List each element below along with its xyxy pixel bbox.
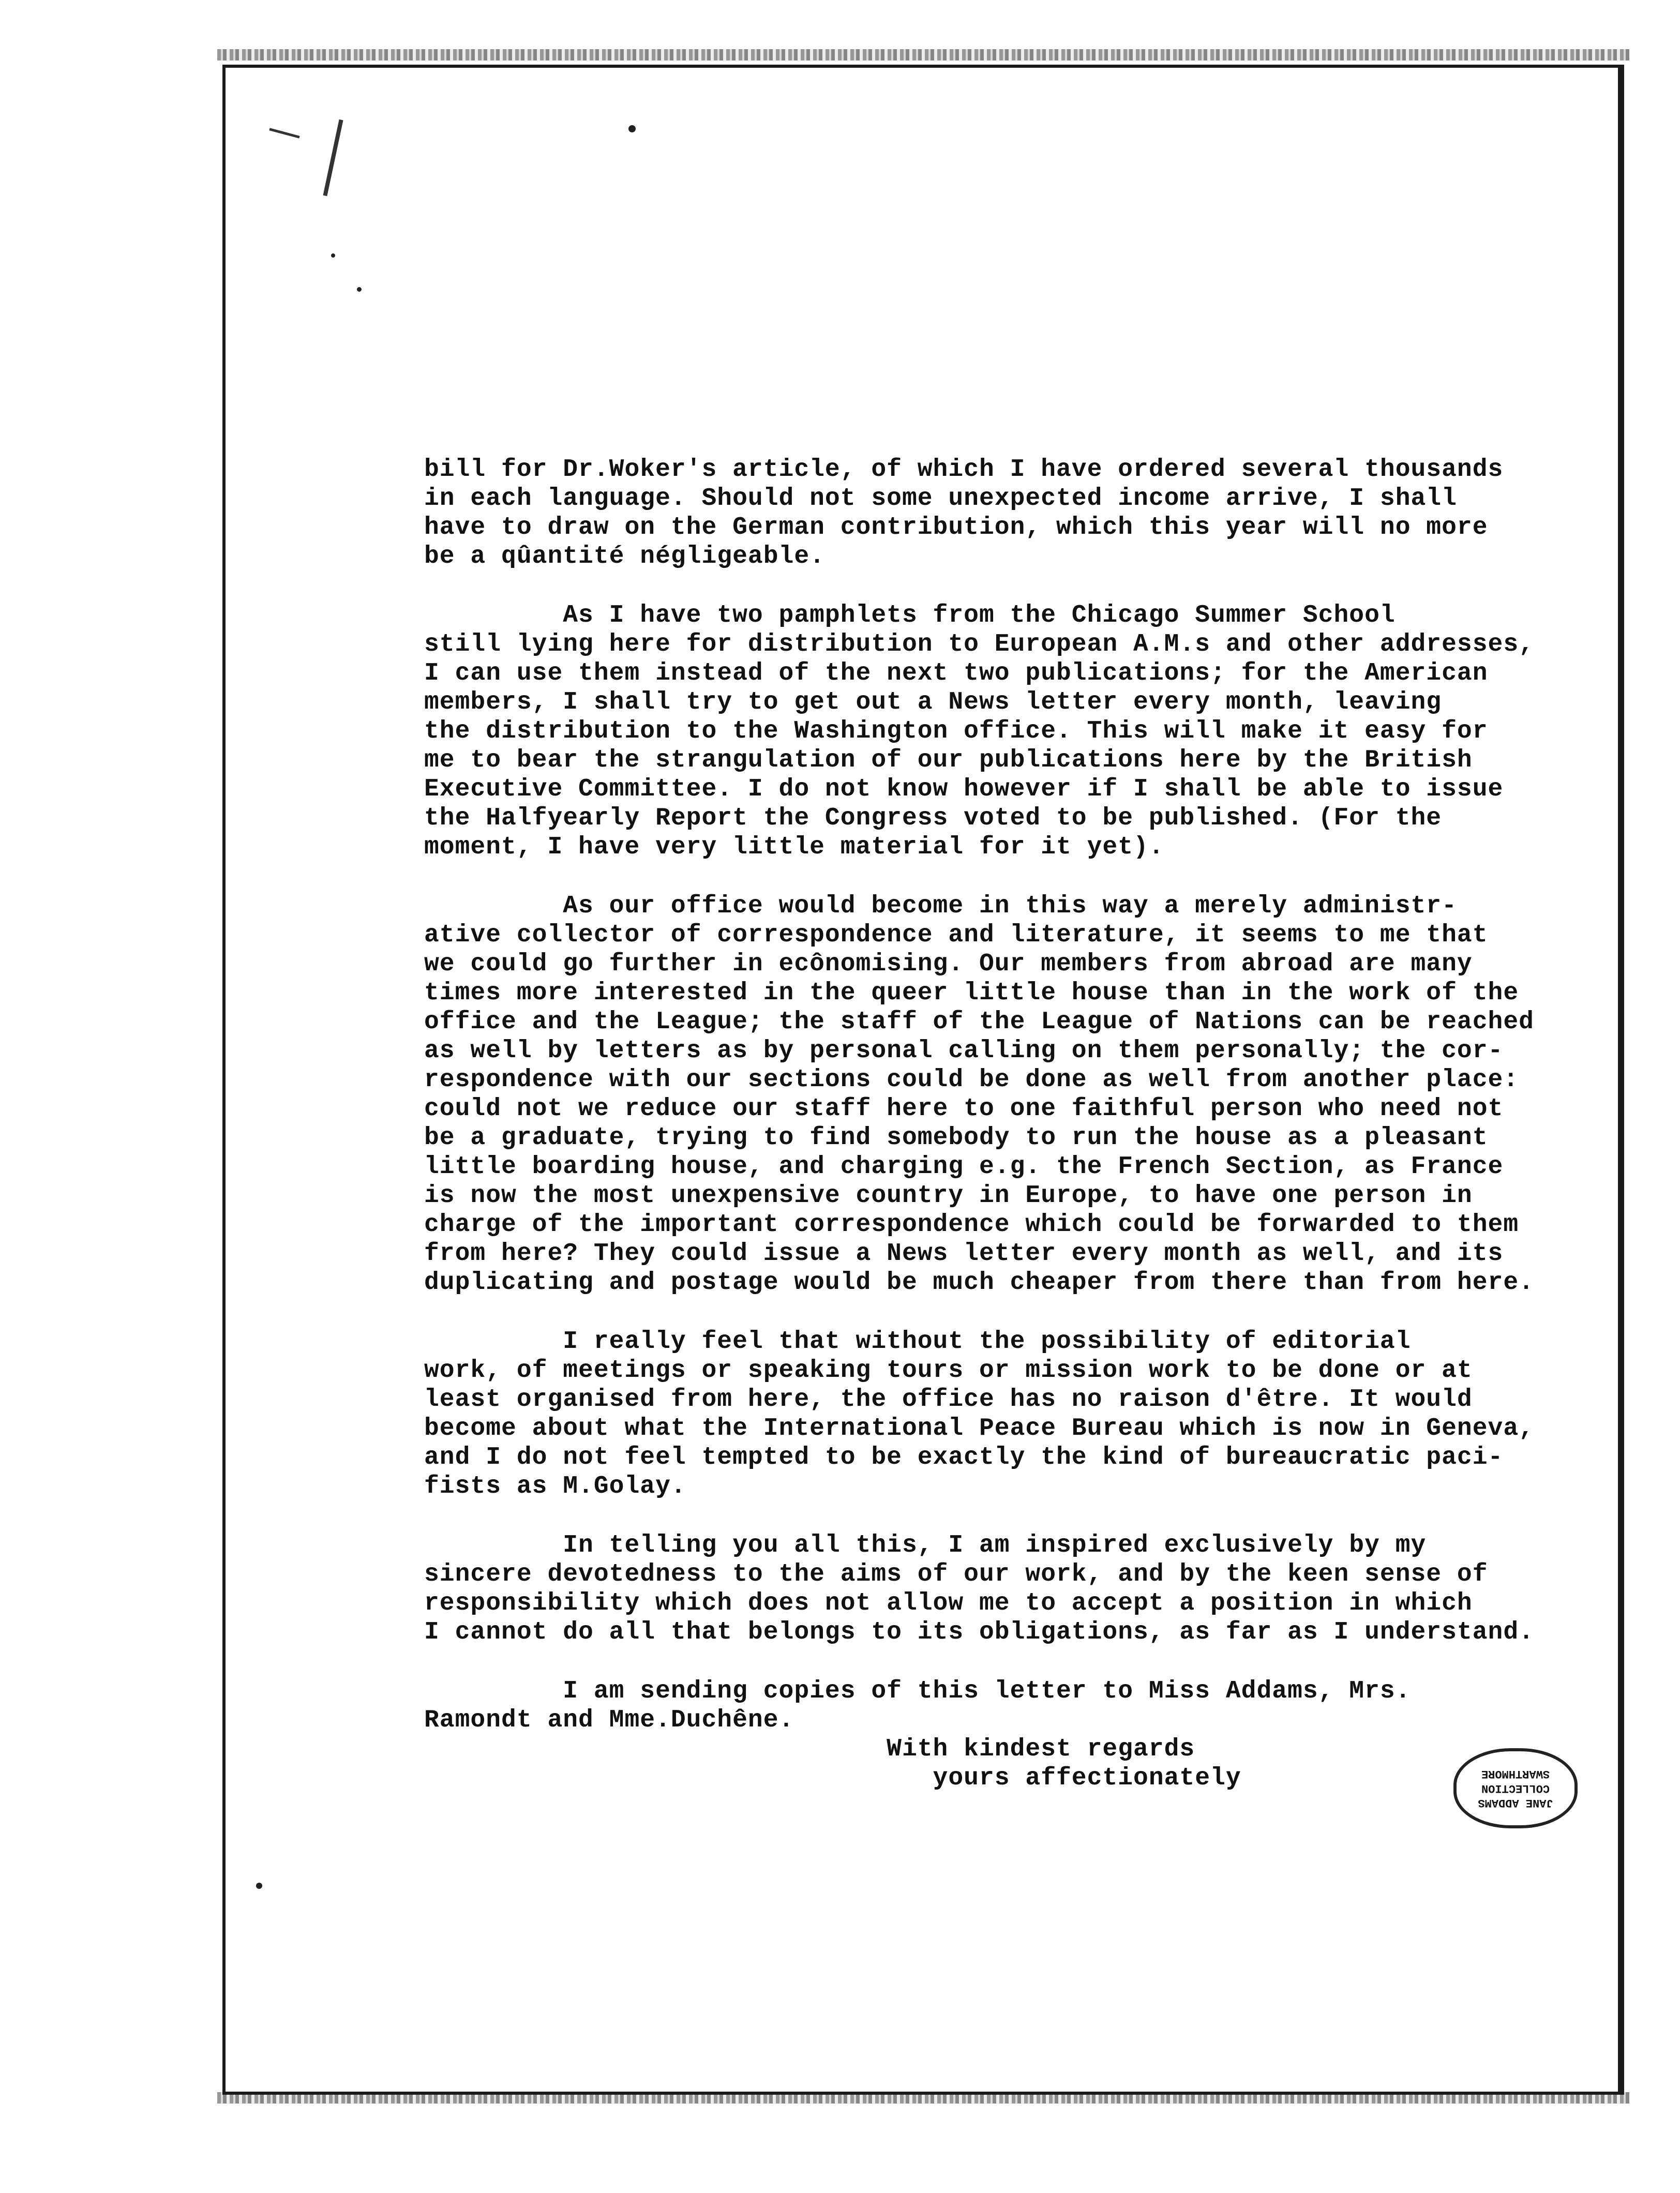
text-line: in each language. Should not some unexpected income arrive, I shall [424,485,1457,513]
text-line: members, I shall try to get out a News letter every month, leaving [424,688,1442,716]
text-line: is now the most unexpensive country in Europe, to have one person in [424,1182,1473,1210]
text-line: With kindest regards [424,1735,1195,1763]
text-line: me to bear the strangulation of our publications here by the British [424,746,1473,774]
paragraph [424,601,1614,862]
text-line: respondence with our sections could be done as well from another place: [424,1066,1519,1094]
text-line: office and the League; the staff of the League of Nations can be reached [424,1008,1534,1036]
letter-body [424,455,1614,1793]
paragraph [424,1677,1614,1735]
text-line: moment, I have very little material for it yet). [424,833,1164,861]
text-line: be a graduate, trying to find somebody to run the house as a pleasant [424,1124,1488,1152]
text-line: we could go further in ecônomising. Our members from abroad are many [424,950,1473,978]
top-edge-texture [217,49,1629,61]
text-line: bill for Dr.Woker's article, of which I have ordered several thousands [424,456,1504,484]
text-line: As I have two pamphlets from the Chicago Summer School [424,602,1396,629]
text-line: as well by letters as by personal calling on them personally; the cor- [424,1037,1504,1065]
text-line: responsibility which does not allow me to accept a position in which [424,1589,1473,1617]
text-line: least organised from here, the office has no raison d'être. It would [424,1386,1473,1414]
text-line: times more interested in the queer little house than in the work of the [424,979,1519,1007]
text-line: ative collector of correspondence and literature, it seems to me that [424,921,1488,949]
paragraph [424,1531,1614,1647]
closing [424,1735,1614,1793]
text-line: In telling you all this, I am inspired exclusively by my [424,1531,1427,1559]
stamp-line: SWARTHMORE [1481,1767,1550,1781]
text-line: could not we reduce our staff here to one faithful person who need not [424,1095,1504,1123]
text-line: from here? They could issue a News letter every month as well, and its [424,1240,1504,1268]
speck [357,287,362,292]
text-line: the Halfyearly Report the Congress voted to be published. (For the [424,804,1442,832]
text-line: I cannot do all that belongs to its obligations, as far as I understand. [424,1618,1534,1646]
speck [628,125,636,132]
text-line: Executive Committee. I do not know however if I shall be able to issue [424,775,1504,803]
text-line: little boarding house, and charging e.g. the French Section, as France [424,1153,1504,1181]
paragraph [424,892,1614,1297]
paragraph [424,455,1614,571]
paragraph [424,1327,1614,1501]
text-line: sincere devotedness to the aims of our work, and by the keen sense of [424,1560,1488,1588]
text-line: become about what the International Peace Bureau which is now in Geneva, [424,1415,1534,1443]
text-line: yours affectionately [424,1764,1241,1792]
text-line: be a qûantité négligeable. [424,543,825,570]
stamp-line: COLLECTION [1481,1782,1550,1795]
text-line: still lying here for distribution to European A.M.s and other addresses, [424,630,1534,658]
text-line: have to draw on the German contribution, which this year will no more [424,514,1488,542]
stamp-line: JANE ADDAMS [1478,1796,1553,1810]
text-line: the distribution to the Washington office. This will make it easy for [424,717,1488,745]
text-line: charge of the important correspondence which could be forwarded to them [424,1211,1519,1239]
text-line: work, of meetings or speaking tours or mission work to be done or at [424,1357,1473,1385]
text-line: fists as M.Golay. [424,1473,686,1500]
speck [331,253,335,258]
text-line: and I do not feel tempted to be exactly the kind of bureaucratic paci- [424,1444,1504,1471]
text-line: I really feel that without the possibility of editorial [424,1328,1411,1356]
text-line: Ramondt and Mme.Duchêne. [424,1706,794,1734]
text-line: I am sending copies of this letter to Miss Addams, Mrs. [424,1677,1411,1705]
text-line: duplicating and postage would be much cheaper from there than from here. [424,1269,1534,1297]
speck [256,1883,262,1889]
text-line: I can use them instead of the next two publications; for the American [424,659,1488,687]
text-line: As our office would become in this way a merely administr- [424,892,1457,920]
archive-stamp [1453,1748,1578,1828]
